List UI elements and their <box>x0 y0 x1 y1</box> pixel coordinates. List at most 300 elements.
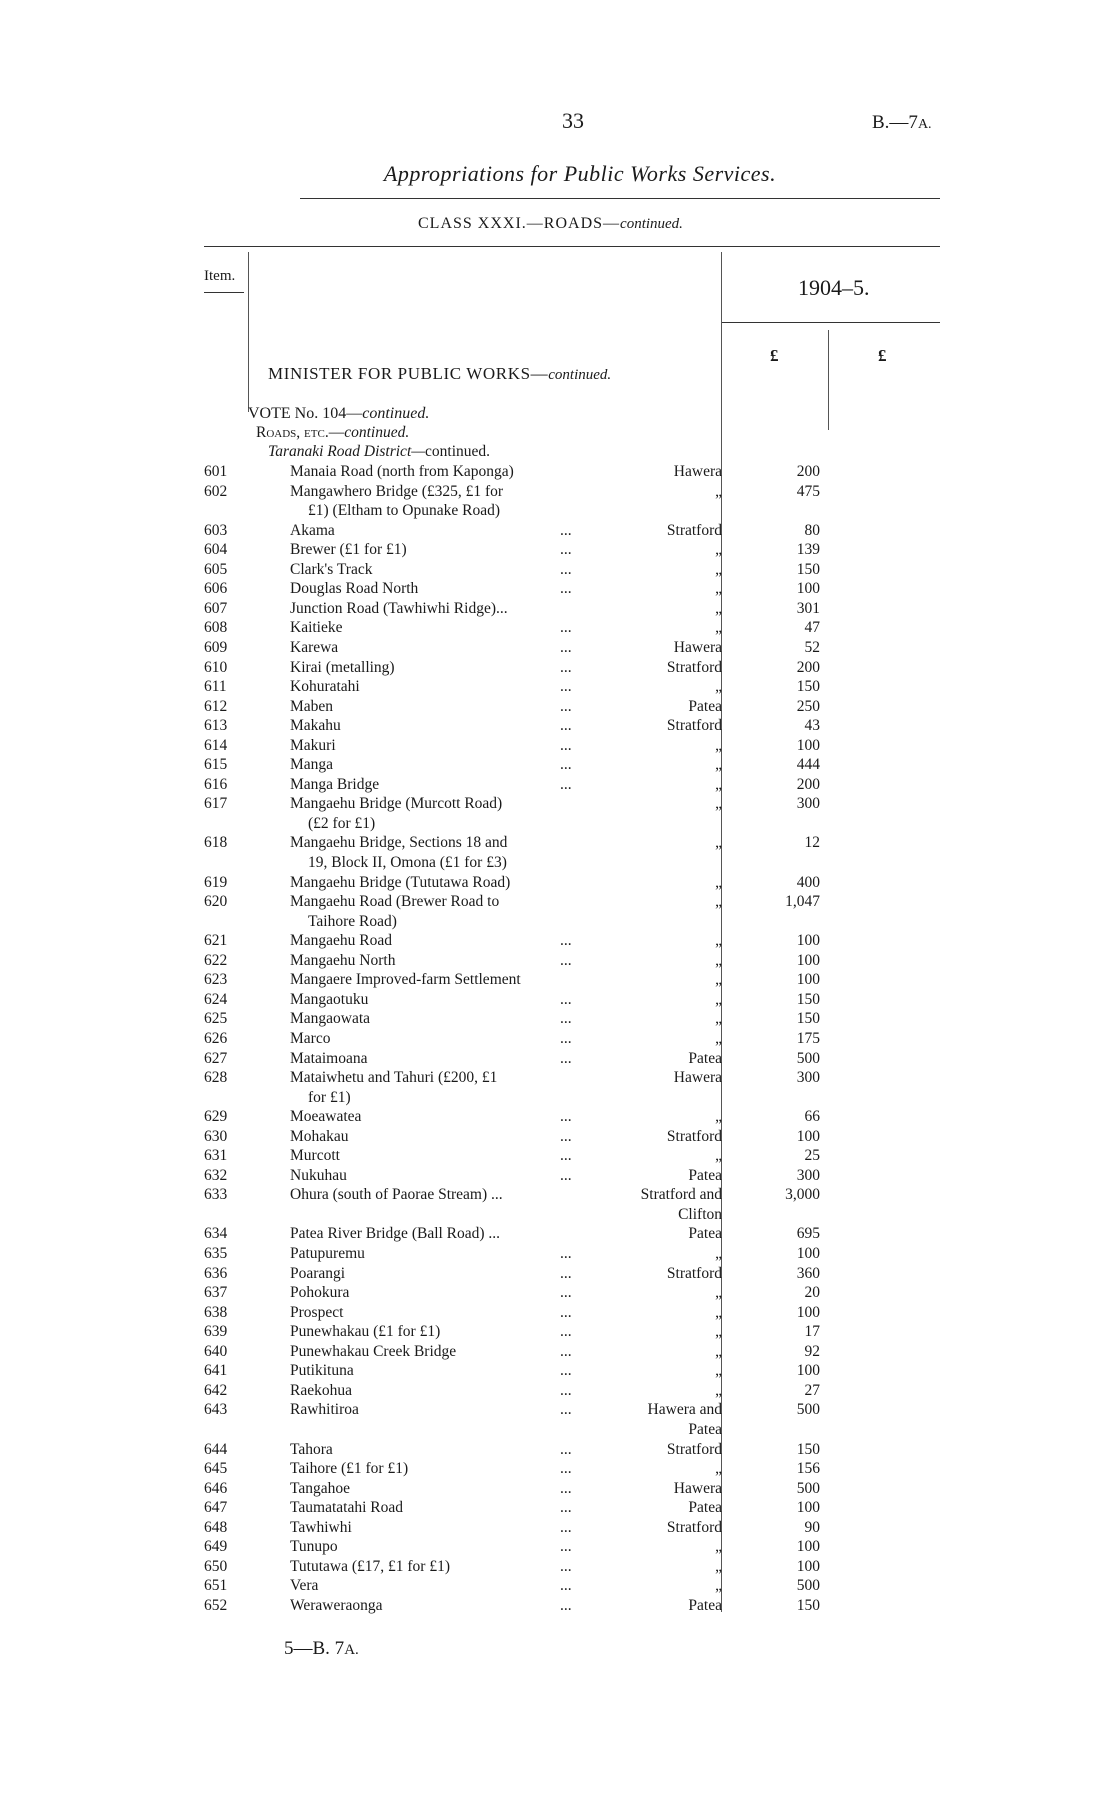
item-number: 635 <box>204 1245 228 1262</box>
item-district-continued: Patea <box>688 1420 722 1438</box>
leader-dots: ... <box>560 560 572 578</box>
item-number: 637 <box>204 1284 228 1302</box>
leader-dots: ... <box>560 658 572 676</box>
item-district: Patea <box>688 1225 722 1243</box>
table-row <box>0 1400 1114 1419</box>
leader-dots: ... <box>560 932 572 950</box>
item-amount: 100 <box>796 1303 820 1321</box>
leader-dots: ... <box>560 1538 572 1556</box>
item-amount: 200 <box>796 463 820 480</box>
item-description: Douglas Road North <box>290 580 419 598</box>
table-row <box>0 638 1114 657</box>
item-amount: 92 <box>804 1342 820 1360</box>
leader-dots: ... <box>560 1596 572 1614</box>
table-row <box>0 755 1114 774</box>
item-amount: 100 <box>796 951 820 969</box>
table-row <box>0 1224 1114 1243</box>
table-row <box>0 599 1114 618</box>
item-number: 607 <box>204 599 228 617</box>
item-number: 626 <box>204 1029 228 1047</box>
item-number: 605 <box>204 560 228 578</box>
table-row <box>0 1049 1114 1068</box>
leader-dots: ... <box>560 1284 572 1302</box>
item-amount: 27 <box>804 1381 820 1399</box>
item-description: Mohakau <box>290 1127 349 1145</box>
leader-dots: ... <box>560 1264 572 1282</box>
item-description: Mangaehu Bridge (Murcott Road) <box>290 795 503 813</box>
item-description-continued: (£2 for £1) <box>308 814 376 832</box>
item-amount: 1,047 <box>785 893 820 911</box>
item-number: 619 <box>204 873 228 891</box>
table-row <box>0 1283 1114 1302</box>
item-amount: 80 <box>804 521 820 539</box>
item-description: Karewa <box>290 638 339 656</box>
item-description: Tawhiwhi <box>290 1518 352 1536</box>
item-district: Stratford <box>666 658 722 676</box>
item-district: Hawera <box>673 1069 722 1087</box>
table-row <box>0 1127 1114 1146</box>
table-row <box>0 658 1114 677</box>
leader-dots: ... <box>560 697 572 715</box>
item-description: Mangaehu Bridge, Sections 18 and <box>290 834 508 852</box>
item-number: 614 <box>204 736 228 754</box>
item-description: Manaia Road (north from Kaponga) <box>290 463 514 480</box>
leader-dots: ... <box>560 756 572 774</box>
item-amount: 150 <box>796 560 820 578</box>
item-amount: 100 <box>796 1245 820 1262</box>
item-district: „ <box>715 990 722 1008</box>
item-amount: 400 <box>796 873 820 891</box>
table-row <box>0 677 1114 696</box>
item-amount: 695 <box>796 1225 820 1243</box>
item-description: Mangaehu Bridge (Tututawa Road) <box>290 873 511 891</box>
item-amount: 100 <box>796 971 820 989</box>
district-cont: continued. <box>425 443 491 460</box>
item-amount: 90 <box>804 1518 820 1536</box>
item-number: 634 <box>204 1225 228 1243</box>
item-description: Kaitieke <box>290 619 343 637</box>
table-row <box>0 1361 1114 1380</box>
item-description: Junction Road (Tawhiwhi Ridge)... <box>290 599 508 617</box>
leader-dots: ... <box>560 1401 572 1419</box>
table-row <box>0 462 1114 481</box>
col-rule-amount <box>828 330 829 430</box>
item-district: „ <box>715 775 722 793</box>
item-amount: 500 <box>796 1401 820 1419</box>
item-number: 649 <box>204 1538 228 1556</box>
item-description: Mataiwhetu and Tahuri (£200, £1 <box>290 1069 498 1087</box>
leader-dots: ... <box>560 1557 572 1575</box>
item-amount: 500 <box>796 1049 820 1067</box>
item-amount: 100 <box>796 932 820 950</box>
leader-dots: ... <box>560 717 572 735</box>
item-description: Rawhitiroa <box>290 1401 359 1419</box>
table-row <box>0 970 1114 989</box>
table-row <box>0 1596 1114 1615</box>
item-district-continued: Clifton <box>678 1205 722 1223</box>
item-amount: 156 <box>796 1460 820 1478</box>
item-amount: 475 <box>796 482 820 500</box>
item-number: 615 <box>204 756 228 774</box>
year-label: 1904–5. <box>798 275 870 300</box>
item-description: Tangahoe <box>290 1479 351 1497</box>
table-row <box>0 1146 1114 1165</box>
item-district: „ <box>715 482 722 500</box>
table-row <box>0 560 1114 579</box>
item-amount: 150 <box>796 1440 820 1458</box>
item-amount: 500 <box>796 1479 820 1497</box>
table-row <box>0 931 1114 950</box>
item-amount: 12 <box>804 834 820 852</box>
leader-dots: ... <box>560 990 572 1008</box>
table-row <box>0 1479 1114 1498</box>
item-description: Tunupo <box>290 1538 338 1556</box>
item-district: Hawera <box>673 638 722 656</box>
page-number: 33 <box>562 108 584 133</box>
item-district: Patea <box>688 697 722 715</box>
item-number: 609 <box>204 638 228 656</box>
item-district: Patea <box>688 1166 722 1184</box>
item-number: 650 <box>204 1557 228 1575</box>
item-number: 613 <box>204 717 228 735</box>
item-amount: 100 <box>796 1538 820 1556</box>
leader-dots: ... <box>560 1381 572 1399</box>
table-row <box>0 1459 1114 1478</box>
leader-dots: ... <box>560 1499 572 1517</box>
table-row <box>0 1107 1114 1126</box>
item-number: 652 <box>204 1596 228 1614</box>
item-number: 645 <box>204 1460 228 1478</box>
item-description: Mangaere Improved-farm Settlement <box>290 971 521 989</box>
item-description-continued: £1) (Eltham to Opunake Road) <box>308 502 500 520</box>
table-row <box>0 1009 1114 1028</box>
item-description: Makuri <box>290 736 336 754</box>
table-row <box>0 579 1114 598</box>
item-district: „ <box>715 834 722 852</box>
item-amount: 150 <box>796 1596 820 1614</box>
leader-dots: ... <box>560 1323 572 1341</box>
item-district: Stratford <box>666 521 722 539</box>
item-district: Stratford <box>666 1264 722 1282</box>
item-description: Ohura (south of Paorae Stream) ... <box>290 1186 503 1204</box>
item-description: Prospect <box>290 1303 344 1321</box>
item-number: 631 <box>204 1147 228 1165</box>
item-description: Marco <box>290 1029 331 1047</box>
item-district: „ <box>715 619 722 637</box>
item-number: 624 <box>204 990 228 1008</box>
minister-italic: continued. <box>548 367 612 383</box>
leader-dots: ... <box>560 521 572 539</box>
item-district: Hawera <box>673 1479 722 1497</box>
item-description: Poarangi <box>290 1264 346 1282</box>
item-amount: 300 <box>796 1069 820 1087</box>
table-row <box>0 1498 1114 1517</box>
table-row <box>0 1068 1114 1087</box>
item-amount: 52 <box>804 638 820 656</box>
leader-dots: ... <box>560 619 572 637</box>
item-description: Patea River Bridge (Ball Road) ... <box>290 1225 501 1243</box>
table-row <box>0 1264 1114 1283</box>
item-description: Maben <box>290 697 334 715</box>
reference-main: B.—7 <box>872 112 918 133</box>
minister-main: MINISTER FOR PUBLIC WORKS— <box>268 364 549 383</box>
header-top-rule <box>204 246 940 247</box>
item-number: 625 <box>204 1010 228 1028</box>
item-number: 630 <box>204 1127 228 1145</box>
item-amount: 100 <box>796 580 820 598</box>
item-number: 601 <box>204 463 228 480</box>
table-row <box>0 540 1114 559</box>
item-description: Mangaotuku <box>290 990 369 1008</box>
item-amount: 100 <box>796 1499 820 1517</box>
item-amount: 100 <box>796 736 820 754</box>
leader-dots: ... <box>560 1460 572 1478</box>
item-district: Stratford and <box>640 1186 722 1204</box>
item-amount: 100 <box>796 1557 820 1575</box>
item-description: Mangaehu North <box>290 951 396 969</box>
item-amount: 17 <box>804 1323 820 1341</box>
item-district: Patea <box>688 1049 722 1067</box>
leader-dots: ... <box>560 1049 572 1067</box>
item-district: Hawera and <box>647 1401 722 1419</box>
item-description: Mataimoana <box>290 1049 368 1067</box>
item-district: „ <box>715 1577 722 1595</box>
leader-dots: ... <box>560 1518 572 1536</box>
item-description: Tututawa (£17, £1 for £1) <box>290 1557 451 1575</box>
roads-main: Roads, etc.— <box>256 424 345 441</box>
class-heading-italic: continued. <box>620 216 683 232</box>
table-row <box>0 892 1114 911</box>
item-description: Patupuremu <box>290 1245 365 1262</box>
table-row <box>0 736 1114 755</box>
item-number: 643 <box>204 1401 228 1419</box>
item-district: „ <box>715 678 722 696</box>
item-amount: 175 <box>796 1029 820 1047</box>
item-amount: 150 <box>796 678 820 696</box>
table-row <box>0 1440 1114 1459</box>
item-description: Raekohua <box>290 1381 352 1399</box>
item-column-label: Item. <box>204 268 236 284</box>
item-number: 640 <box>204 1342 228 1360</box>
item-description-continued: 19, Block II, Omona (£1 for £3) <box>308 854 507 871</box>
item-district: „ <box>715 1538 722 1556</box>
item-description-continued: Taihore Road) <box>308 912 397 930</box>
table-row <box>0 1303 1114 1322</box>
item-district: „ <box>715 951 722 969</box>
item-number: 647 <box>204 1499 228 1517</box>
leader-dots: ... <box>560 541 572 559</box>
item-number: 644 <box>204 1440 228 1458</box>
item-number: 629 <box>204 1108 228 1126</box>
item-number: 632 <box>204 1166 228 1184</box>
item-district: „ <box>715 1029 722 1047</box>
item-number: 612 <box>204 697 228 715</box>
table-row <box>0 697 1114 716</box>
item-number: 603 <box>204 521 228 539</box>
item-amount: 66 <box>804 1108 820 1126</box>
item-description: Kirai (metalling) <box>290 658 395 676</box>
item-amount: 100 <box>796 1362 820 1380</box>
item-district: „ <box>715 873 722 891</box>
item-amount: 47 <box>804 619 820 637</box>
table-row <box>0 1185 1114 1204</box>
table-row <box>0 1381 1114 1400</box>
page-footer <box>284 1638 359 1660</box>
item-description: Mangawhero Bridge (£325, £1 for <box>290 482 504 500</box>
item-description: Manga Bridge <box>290 775 380 793</box>
item-amount: 200 <box>796 775 820 793</box>
item-amount: 301 <box>796 599 820 617</box>
item-description: Mangaehu Road (Brewer Road to <box>290 893 500 911</box>
item-number: 651 <box>204 1577 228 1595</box>
table-row <box>0 716 1114 735</box>
table-row <box>0 873 1114 892</box>
item-district: „ <box>715 1108 722 1126</box>
pound-header-2: £ <box>878 346 887 365</box>
leader-dots: ... <box>560 1127 572 1145</box>
item-amount: 300 <box>796 1166 820 1184</box>
item-number: 636 <box>204 1264 228 1282</box>
item-description: Akama <box>290 521 335 539</box>
leader-dots: ... <box>560 1029 572 1047</box>
item-district: „ <box>715 932 722 950</box>
item-description: Nukuhau <box>290 1166 347 1184</box>
item-amount: 150 <box>796 990 820 1008</box>
item-amount: 139 <box>796 541 820 559</box>
title-rule <box>300 198 940 199</box>
item-description: Makahu <box>290 717 341 735</box>
item-description: Weraweraonga <box>290 1596 383 1614</box>
minister-heading <box>268 364 611 384</box>
table-row <box>0 1322 1114 1341</box>
roads-italic: continued. <box>344 424 410 441</box>
document-reference <box>872 112 932 134</box>
item-amount: 360 <box>796 1264 820 1282</box>
item-description-continued: for £1) <box>308 1088 351 1106</box>
item-number: 617 <box>204 795 228 813</box>
item-district: „ <box>715 795 722 813</box>
item-number: 621 <box>204 932 228 950</box>
item-district: „ <box>715 756 722 774</box>
table-row <box>0 482 1114 501</box>
item-description: Punewhakau Creek Bridge <box>290 1342 457 1360</box>
item-district: „ <box>715 1284 722 1302</box>
item-district: Hawera <box>673 463 722 480</box>
item-district: Stratford <box>666 717 722 735</box>
leader-dots: ... <box>560 1479 572 1497</box>
table-row <box>0 521 1114 540</box>
item-description: Murcott <box>290 1147 340 1165</box>
table-row <box>0 1537 1114 1556</box>
leader-dots: ... <box>560 580 572 598</box>
item-district: „ <box>715 599 722 617</box>
item-number: 633 <box>204 1186 228 1204</box>
table-row <box>0 951 1114 970</box>
leader-dots: ... <box>560 951 572 969</box>
item-number: 627 <box>204 1049 228 1067</box>
item-district: Stratford <box>666 1440 722 1458</box>
leader-dots: ... <box>560 1245 572 1262</box>
item-description: Taihore (£1 for £1) <box>290 1460 409 1478</box>
roads-heading <box>256 423 409 442</box>
leader-dots: ... <box>560 1342 572 1360</box>
item-district: Patea <box>688 1499 722 1517</box>
item-district: „ <box>715 1362 722 1380</box>
item-district: „ <box>715 1303 722 1321</box>
table-row <box>0 794 1114 813</box>
item-district: „ <box>715 893 722 911</box>
vote-main: VOTE No. 104— <box>248 405 363 422</box>
item-district: „ <box>715 541 722 559</box>
item-number: 602 <box>204 482 228 500</box>
item-district: Patea <box>688 1596 722 1614</box>
item-district: „ <box>715 1342 722 1360</box>
col-rule-item <box>248 252 249 412</box>
leader-dots: ... <box>560 736 572 754</box>
item-number: 639 <box>204 1323 228 1341</box>
item-district: „ <box>715 1245 722 1262</box>
item-amount: 200 <box>796 658 820 676</box>
reference-suffix: A. <box>917 117 932 132</box>
item-number: 606 <box>204 580 228 598</box>
item-amount: 150 <box>796 1010 820 1028</box>
leader-dots: ... <box>560 1010 572 1028</box>
item-number: 616 <box>204 775 228 793</box>
item-description: Mangaehu Road <box>290 932 393 950</box>
table-row <box>0 990 1114 1009</box>
item-underline <box>204 292 244 293</box>
footer-suffix: A. <box>344 1642 359 1658</box>
leader-dots: ... <box>560 1440 572 1458</box>
item-number: 604 <box>204 541 228 559</box>
table-row <box>0 1518 1114 1537</box>
table-row <box>0 1557 1114 1576</box>
table-row <box>0 1342 1114 1361</box>
table-row <box>0 1166 1114 1185</box>
leader-dots: ... <box>560 638 572 656</box>
item-number: 610 <box>204 658 228 676</box>
item-number: 620 <box>204 893 228 911</box>
item-number: 638 <box>204 1303 228 1321</box>
item-district: Stratford <box>666 1127 722 1145</box>
item-district: „ <box>715 1557 722 1575</box>
item-description: Pohokura <box>290 1284 350 1302</box>
item-number: 608 <box>204 619 228 637</box>
item-description: Clark's Track <box>290 560 373 578</box>
item-district: „ <box>715 1010 722 1028</box>
item-number: 646 <box>204 1479 228 1497</box>
district-italic: Taranaki Road District— <box>268 443 426 460</box>
year-rule <box>722 322 940 323</box>
item-description: Taumatatahi Road <box>290 1499 403 1517</box>
item-description: Moeawatea <box>290 1108 362 1126</box>
item-number: 648 <box>204 1518 228 1536</box>
item-district: Stratford <box>666 1518 722 1536</box>
item-amount: 444 <box>796 756 820 774</box>
item-amount: 3,000 <box>785 1186 820 1204</box>
item-amount: 100 <box>796 1127 820 1145</box>
item-district: „ <box>715 736 722 754</box>
table-row <box>0 1576 1114 1595</box>
item-description: Tahora <box>290 1440 333 1458</box>
item-number: 642 <box>204 1381 228 1399</box>
item-district: „ <box>715 1381 722 1399</box>
item-description: Manga <box>290 756 334 774</box>
vote-heading <box>248 404 429 423</box>
item-number: 622 <box>204 951 228 969</box>
item-number: 641 <box>204 1362 228 1380</box>
item-amount: 20 <box>804 1284 820 1302</box>
